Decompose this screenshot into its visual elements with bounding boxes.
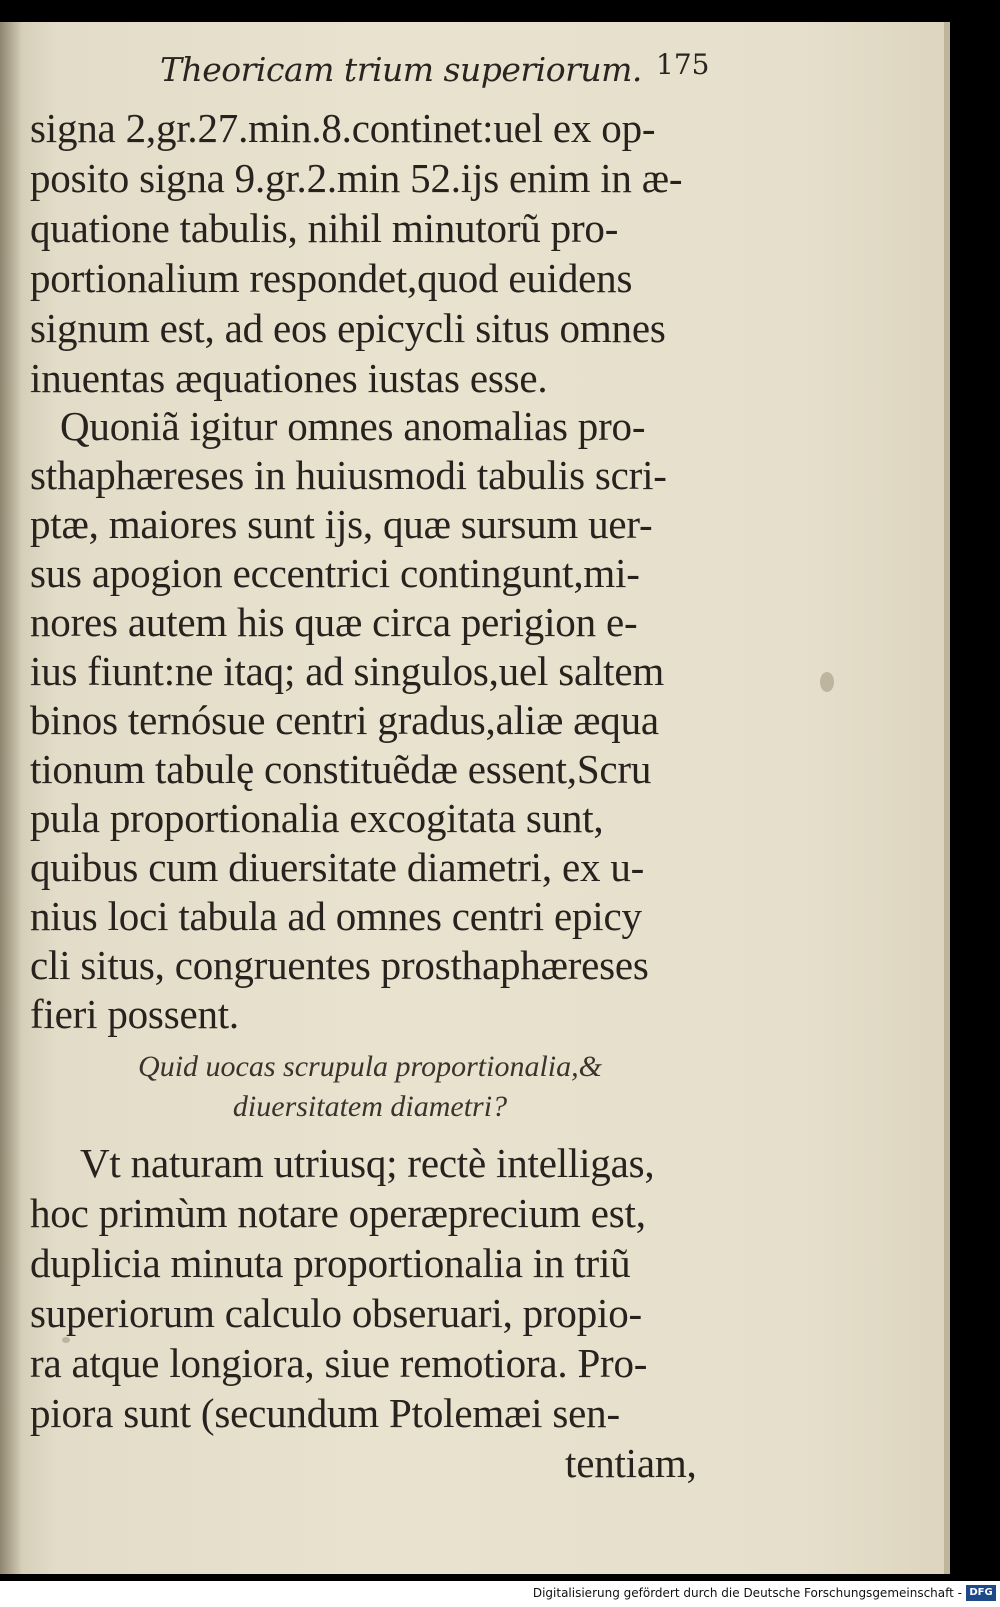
text-line: ra atque longiora, siue remotiora. Pro- (30, 1340, 648, 1386)
text-line: tionum tabulę constituẽdæ essent,Scru (30, 746, 652, 792)
text-line: ius fiunt:ne itaq; ad singulos,uel saltem (30, 648, 665, 694)
catchword: tentiam, (565, 1440, 697, 1486)
text-line: binos ternósue centri gradus,aliæ æqua (30, 697, 659, 743)
paper-stain (820, 672, 834, 692)
text-line: ptæ, maiores sunt ijs, quæ sursum uer- (30, 501, 653, 547)
text-line: Quoniã igitur omnes anomalias pro- (60, 403, 646, 449)
text-line: Vt naturam utriusq; rectè intelligas, (80, 1140, 655, 1186)
text-line: inuentas æquationes iustas esse. (30, 355, 548, 401)
text-line: nores autem his quæ circa perigion e- (30, 599, 638, 645)
text-line: sthaphæreses in huiusmodi tabulis scri- (30, 452, 667, 498)
text-line: pula proportionalia excogitata sunt, (30, 795, 604, 841)
text-line: posito signa 9.gr.2.min 52.ijs enim in æ- (30, 155, 683, 201)
text-line: sus apogion eccentrici contingunt,mi- (30, 550, 640, 596)
text-line: hoc primùm notare operæprecium est, (30, 1190, 646, 1236)
text-line: nius loci tabula ad omnes centri epicy (30, 893, 642, 939)
text-line: portionalium respondet,quod euidens (30, 255, 633, 301)
funding-credit: Digitalisierung gefördert durch die Deutsche Forschungsgemeinschaft - (532, 1586, 962, 1600)
page-number: 175 (656, 48, 710, 81)
dfg-logo: DFG (966, 1585, 996, 1601)
text-line: signum est, ad eos epicycli situs omnes (30, 305, 666, 351)
running-title: Theoricam trium superiorum. (160, 50, 642, 89)
text-line: piora sunt (secundum Ptolemæi sen- (30, 1390, 620, 1436)
digitization-footer (0, 1581, 1000, 1607)
text-line: fieri possent. (30, 991, 239, 1037)
book-page (0, 22, 950, 1574)
text-line: signa 2,gr.27.min.8.continet:uel ex op- (30, 105, 656, 151)
heading-line: Quid uocas scrupula proportionalia,& (138, 1050, 602, 1083)
text-line: duplicia minuta proportionalia in triũ (30, 1240, 631, 1286)
heading-line: diuersitatem diametri? (232, 1090, 508, 1123)
text-line: quatione tabulis, nihil minutorũ pro- (30, 205, 619, 251)
text-line: cli situs, congruentes prosthaphæreses (30, 942, 649, 988)
text-line: quibus cum diuersitate diametri, ex u- (30, 844, 645, 890)
text-line: superiorum calculo obseruari, propio- (30, 1290, 642, 1336)
